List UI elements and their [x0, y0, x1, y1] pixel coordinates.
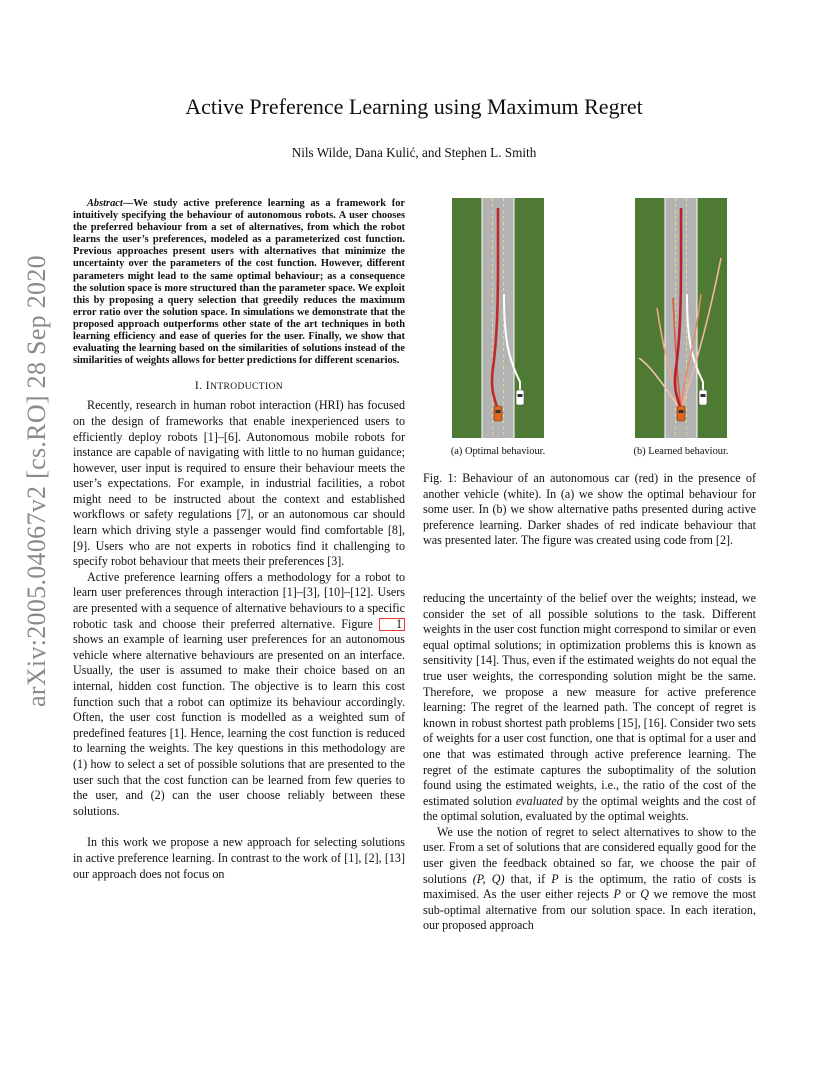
right-p2-d: or	[625, 887, 636, 902]
right-paragraph-2	[423, 825, 756, 934]
intro-p2-after: shows an example of learning user preferences for an autonomous vehicle where alternative behaviours are presented on an interface. Usually, the user is assumed to make their choice based on an internal, hidden cost function. The objective is to learn this cost function such that a robot can optimize its behaviour accordingly. Often, the user cost function is modelled as a weighted sum of predefined features [1]. Hence, learning the cost function is reduced to learning the weights. The key questions in this methodology are (1) how to select a set of possible solutions that are presented to the user such that the cost function can be learned from few queries to the user, and (2) can the user choose reliably between these solutions.	[73, 632, 405, 818]
right-p2-c: is the optimum, the ratio of costs is maximised. As the user either rejects	[423, 871, 757, 902]
section-number: I.	[194, 379, 203, 393]
paper-title: Active Preference Learning using Maximum Regret	[185, 94, 643, 119]
other-car	[699, 390, 707, 405]
ego-car	[494, 406, 502, 421]
abstract-text: We study active preference learning as a framework for intuitively specifying the behaviour of autonomous robots. A user chooses the preferred behaviour from a set of alternatives, from which the robot learns the user’s preferences, modeled as a parameterized cost function. Previous approaches present users with alternatives that minimize the uncertainty over the parameters of the cost function. However, different parameters might lead to the same optimal behaviour; as a consequence the solution space is more structured than the parameter space. We exploit this by proposing a query selection that greedily reduces the maximum error ratio over the solution space. In simulations we demonstrate that the proposed approach outperforms other state of the art techniques in both learning efficiency and ease of queries for the user. Finally, we show that evaluating the learning based on the similarities of solutions instead of the similarities of weights allows for better predictions for different scenarios.	[73, 198, 405, 367]
arxiv-identifier-stamp	[22, 255, 52, 707]
right-p2-a: We use the notion of regret to select alternatives to show to the user. From a set of solutions that are considered equally good for the user given the feedback obtained so far, we choose the pair of solutions	[423, 824, 756, 886]
subfigure-a-caption: (a) Optimal behaviour.	[450, 446, 546, 457]
paper-authors: Nils Wilde, Dana Kulić, and Stephen L. Smith	[291, 145, 537, 160]
abstract-paragraph	[73, 198, 405, 367]
paragraph-gap	[73, 819, 405, 835]
other-car	[516, 390, 524, 405]
optimal-behaviour-image	[452, 198, 544, 438]
right-p1-text: reducing the uncertainty of the belief over the weights; instead, we consider the set of all possible solutions to the task. Different weights in the user cost function might correspond to similar or even equal optimal solutions; in optimization problems this is known as sensitivity [14]. Thus, even if the estimated weights do not equal the true user weights, the corresponding solution might be the same. Therefore, we propose a new measure for active preference learning: The regret of the learned path. The concept of regret is known in robust shortest path problems [15], [16]. Consider two sets of weights for a user cost function, one that is optimal for a user and one that was estimated through active preference learning. The regret of the estimate captures the suboptimality of the solution found using the estimated weights, i.e., the ratio of the cost of the estimated solution	[423, 590, 756, 808]
figure-1	[423, 198, 756, 457]
subfigure-b-caption: (b) Learned behaviour.	[633, 446, 729, 457]
left-column	[73, 198, 405, 882]
abstract-dash: —	[122, 198, 134, 209]
math-p-2: P	[613, 887, 621, 902]
math-p: P	[551, 871, 559, 886]
subfigure-a	[423, 198, 573, 457]
right-paragraph-1	[423, 591, 756, 825]
math-pq: (P, Q)	[472, 871, 505, 886]
subfigure-b	[606, 198, 756, 457]
intro-paragraph-3: In this work we propose a new approach for selecting solutions in active preference learning. In contrast to the work of [1], [2], [13] our approach does not focus on	[73, 835, 405, 881]
figure-1-caption: Fig. 1: Behaviour of an autonomous car (red) in the presence of another vehicle (white). In (a) we show the optimal behaviour for some user. In (b) we show alternative paths presented during active preference learning. Darker shades of red indicate behaviour that was presented later. The figure was created using code from [2].	[423, 471, 756, 548]
right-p1-end: by the optimal weights and the cost of the optimal solution, evaluated by the optimal weights.	[423, 793, 756, 824]
right-p1-emphasis: evaluated	[515, 793, 563, 808]
right-p2-e: we remove the most sub-optimal alternative from our solution space. In each iteration, our proposed approach	[423, 887, 756, 933]
learned-behaviour-image	[635, 198, 727, 438]
intro-paragraph-1: Recently, research in human robot interaction (HRI) has focused on the design of frameworks that enable inexperienced users to efficiently deploy robots [1]–[6]. Autonomous mobile robots for instance are capable of navigating with little to no human guidance; however, user input is required to ensure their behaviour meets the user’s expectations. For example, in industrial facilities, a robot might need to be instructed about the context and established workflows or safety regulations [7], or an autonomous car should learn which driving style a passenger would find comfortable [8], [9]. Users who are not experts in robotics find it challenging to specify robot behaviour that meets their preferences [3].	[73, 398, 405, 569]
figure-1-link[interactable]: 1	[379, 618, 405, 631]
section-heading-introduction	[73, 379, 405, 392]
math-q: Q	[640, 887, 649, 902]
arxiv-identifier-text: arXiv:2005.04067v2 [cs.RO] 28 Sep 2020	[22, 255, 52, 707]
section-title-first: I	[205, 379, 211, 393]
right-column	[423, 198, 756, 934]
right-p2-b: that, if	[510, 871, 546, 886]
intro-paragraph-2	[73, 570, 405, 820]
right-column-body	[423, 591, 756, 934]
ego-car	[677, 406, 685, 421]
intro-p2-before: Active preference learning offers a methodology for a robot to learn user preferences through interaction [1]–[3], [10]–[12]. Users are presented with a sequence of alternative behaviours to a specific robotic task and choose their preferred alternative. Figure	[73, 569, 405, 631]
abstract-label: Abstract	[87, 198, 123, 209]
section-title-rest: NTRODUCTION	[210, 382, 284, 393]
